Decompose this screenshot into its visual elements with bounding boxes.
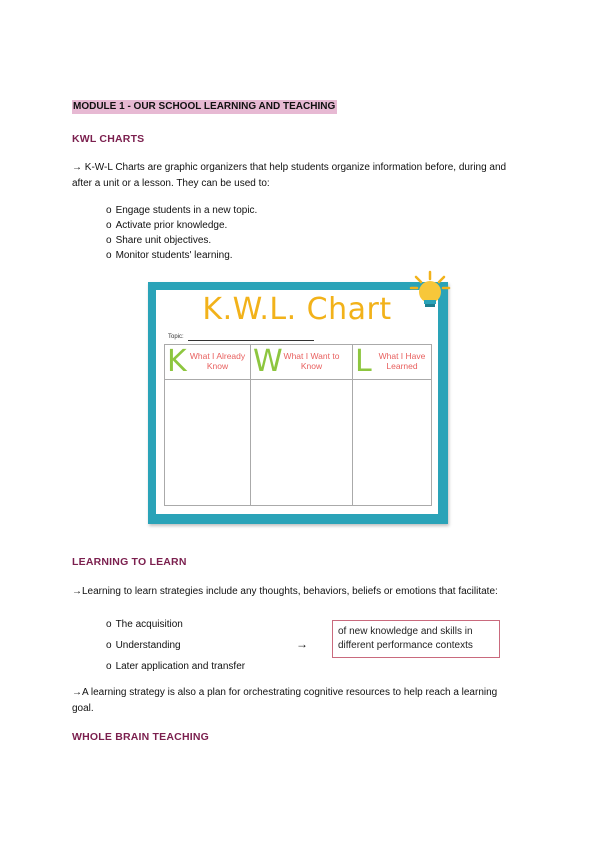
kwl-column-l: [353, 345, 431, 505]
module-title: MODULE 1 - OUR SCHOOL LEARNING AND TEACHING: [73, 101, 336, 112]
list-item-text: Activate prior knowledge.: [115, 220, 228, 231]
kwl-column-k: [165, 345, 251, 505]
list-item: [106, 218, 257, 233]
arrow-right-icon: →: [296, 637, 308, 651]
kwl-charts-heading: KWL CHARTS: [72, 133, 145, 145]
list-item: [106, 248, 257, 263]
kwl-column-label: What I Already Know: [189, 351, 246, 371]
kwl-letter: K: [167, 344, 187, 379]
kwl-letter: W: [253, 344, 283, 379]
learning-to-learn-heading: LEARNING TO LEARN: [72, 556, 187, 568]
learning-intro-paragraph: →Learning to learn strategies include any thoughts, behaviors, beliefs or emotions that facilitate:: [72, 586, 498, 597]
kwl-topic-line: [188, 340, 314, 341]
kwl-column-label: What I Have Learned: [378, 351, 426, 371]
learning-facilitates-list: [106, 614, 245, 677]
bullet-mark: o: [106, 250, 112, 261]
list-item: [106, 614, 245, 635]
bullet-mark: o: [106, 220, 112, 231]
bullet-mark: o: [106, 640, 112, 651]
list-item-text: The acquisition: [115, 619, 183, 630]
kwl-chart-title: K.W.L. Chart: [202, 292, 392, 327]
kwl-chart-image: [148, 282, 448, 524]
kwl-chart-grid: [164, 344, 432, 506]
kwl-chart-paper: [156, 290, 438, 514]
list-item-text: Monitor students' learning.: [115, 250, 233, 261]
kwl-column-w: [251, 345, 353, 505]
whole-brain-teaching-heading: WHOLE BRAIN TEACHING: [72, 731, 209, 743]
bullet-mark: o: [106, 619, 112, 630]
bullet-mark: o: [106, 205, 112, 216]
list-item: [106, 656, 245, 677]
kwl-column-header: [251, 345, 352, 380]
list-item: [106, 203, 257, 218]
kwl-column-header: [353, 345, 431, 380]
list-item-text: Understanding: [115, 640, 181, 651]
kwl-column-header: [165, 345, 250, 380]
learning-strategy-paragraph: →A learning strategy is also a plan for orchestrating cognitive resources to help reach a learning goal.: [72, 687, 498, 714]
lightbulb-icon: [408, 270, 452, 310]
bullet-mark: o: [106, 235, 112, 246]
kwl-topic-label: Topic:: [168, 334, 184, 340]
kwl-column-label: What I Want to Know: [283, 351, 340, 371]
list-item: [106, 635, 245, 656]
knowledge-skills-box: of new knowledge and skills in different performance contexts: [332, 620, 500, 658]
list-item: [106, 233, 257, 248]
list-item-text: Engage students in a new topic.: [115, 205, 258, 216]
kwl-letter: L: [355, 344, 372, 379]
list-item-text: Later application and transfer: [115, 661, 246, 672]
kwl-intro-paragraph: → K-W-L Charts are graphic organizers that help students organize information before, during and after a unit or a lesson. They can be used to:: [72, 162, 507, 189]
bullet-mark: o: [106, 661, 112, 672]
kwl-uses-list: [106, 203, 257, 263]
list-item-text: Share unit objectives.: [115, 235, 212, 246]
